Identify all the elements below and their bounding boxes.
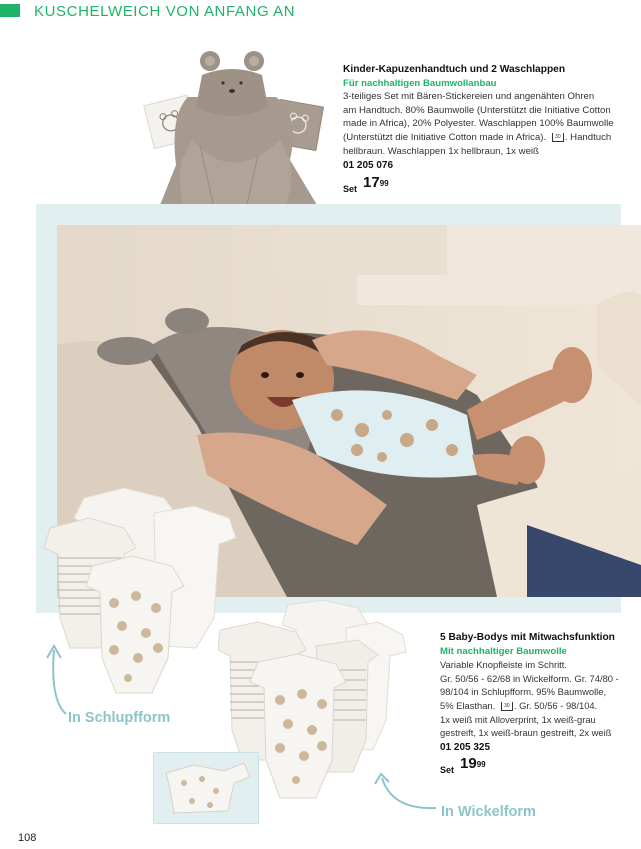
product-towel-info: [343, 63, 633, 196]
label-wickelform: In Wickelform: [441, 804, 536, 820]
product-bodys-info: [440, 631, 640, 778]
header-accent-bar: [0, 4, 20, 17]
product-title: Kinder-Kapuzenhandtuch und 2 Waschlappen: [343, 64, 566, 75]
arrow-wickelform-icon: [372, 770, 440, 814]
folded-body-image: [154, 753, 258, 823]
wash-30-icon: 30: [501, 702, 513, 711]
description-line: 1x weiß mit Alloverprint, 1x weiß-grau: [440, 713, 596, 725]
description-line: gestreift, 1x weiß-braun gestreift, 2x weiß: [440, 727, 612, 739]
description-line: Gr. 50/56 - 62/68 in Wickelform. Gr. 74/80 -: [440, 672, 619, 684]
page-title: KUSCHELWEICH VON ANFANG AN: [34, 3, 296, 20]
description-line: (Unterstützt die Initiative Cotton made in Africa). 30 . Handtuch: [343, 131, 612, 143]
product-title: 5 Baby-Bodys mit Mitwachsfunktion: [440, 632, 615, 643]
description-line: hellbraun. Waschlappen 1x hellbraun, 1x weiß: [343, 145, 539, 157]
product-sku: 01 205 076: [343, 160, 394, 172]
product-subtitle: Für nachhaltigen Baumwollanbau: [343, 77, 497, 89]
description-line: made in Africa), 20% Polyester. Waschlappen 100% Baumwolle: [343, 118, 614, 130]
description-line: 98/104 in Schlupfform. 95% Baumwolle,: [440, 686, 607, 698]
product-price: Set 19 99: [440, 755, 486, 776]
wash-30-icon: 30: [552, 133, 564, 142]
description-line: am Handtuch. 80% Baumwolle (Unterstützt die Initiative Cotton: [343, 104, 611, 116]
page-number: 108: [18, 832, 37, 844]
bodys-detail-inset: [153, 752, 259, 824]
description-line: Variable Knopfleiste im Schritt.: [440, 659, 567, 671]
product-price: Set 17 99: [343, 173, 389, 194]
arrow-schlupfform-icon: [44, 640, 84, 720]
description-line: 3-teiliges Set mit Bären-Stickereien und angenähten Ohren: [343, 91, 595, 103]
product-subtitle: Mit nachhaltiger Baumwolle: [440, 645, 567, 657]
label-schlupfform: In Schlupfform: [68, 710, 171, 726]
description-line: 5% Elasthan. 30 . Gr. 50/56 - 98/104.: [440, 699, 598, 711]
product-sku: 01 205 325: [440, 741, 491, 753]
